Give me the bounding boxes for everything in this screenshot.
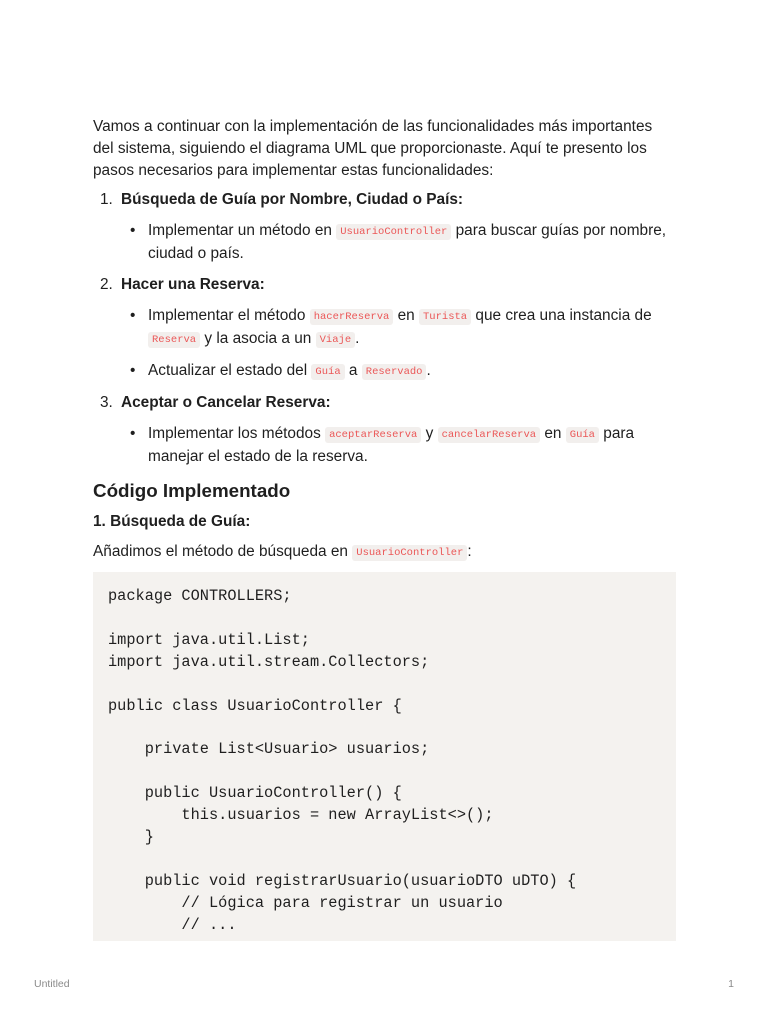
inline-code: cancelarReserva: [438, 427, 541, 443]
step-number: 3.: [100, 394, 113, 411]
bullet-list: [121, 220, 676, 265]
step-title: Búsqueda de Guía por Nombre, Ciudad o País:: [121, 191, 464, 208]
text: Actualizar el estado del: [148, 362, 308, 379]
inline-code: Guía: [311, 364, 344, 380]
inline-code: Guía: [566, 427, 599, 443]
intro-paragraph: Vamos a continuar con la implementación de las funcionalidades más importantes del sistema, siguiendo el diagrama UML que proporcionaste. Aquí te presento los pasos necesarios para implementar estas funcionalidades:: [93, 118, 653, 179]
list-item: [93, 274, 676, 383]
text: Implementar los métodos: [148, 425, 321, 442]
text: en: [544, 425, 562, 442]
list-item: [93, 392, 676, 468]
text: Implementar el método: [148, 307, 306, 324]
text: :: [467, 543, 472, 560]
footer-title: Untitled: [34, 978, 70, 990]
steps-list: [93, 189, 676, 468]
inline-code: Reservado: [362, 364, 427, 380]
inline-code: Viaje: [316, 332, 356, 348]
inline-code: aceptarReserva: [325, 427, 421, 443]
bullet-item: [121, 305, 676, 351]
text: Implementar un método en: [148, 222, 332, 239]
document-body: [93, 116, 676, 941]
step-title: Aceptar o Cancelar Reserva:: [121, 394, 331, 411]
paragraph: [93, 541, 676, 564]
text: Añadimos el método de búsqueda en: [93, 543, 348, 560]
text: que crea una instancia de: [475, 307, 652, 324]
step-number: 1.: [100, 191, 113, 208]
list-item: [93, 189, 676, 265]
text: para manejar el estado de la reserva.: [148, 425, 635, 465]
inline-code: Turista: [419, 309, 471, 325]
text: y la asocia a un: [204, 330, 312, 347]
step-number: 2.: [100, 276, 113, 293]
text: y: [425, 425, 434, 442]
text: en: [397, 307, 415, 324]
text: a: [348, 362, 358, 379]
text: .: [426, 362, 431, 379]
inline-code: UsuarioController: [352, 545, 467, 561]
step-title: Hacer una Reserva:: [121, 276, 265, 293]
text: .: [355, 330, 360, 347]
text: para buscar guías por nombre, ciudad o país.: [148, 222, 667, 262]
inline-code: Reserva: [148, 332, 200, 348]
bullet-item: [121, 423, 676, 468]
inline-code: UsuarioController: [336, 224, 451, 240]
subsection-heading: 1. Búsqueda de Guía:: [93, 513, 251, 530]
inline-code: hacerReserva: [310, 309, 394, 325]
section-heading: Código Implementado: [93, 480, 291, 501]
page-number: 1: [728, 978, 734, 990]
bullet-list: [121, 305, 676, 383]
bullet-item: [121, 360, 676, 383]
code-block: [93, 572, 676, 941]
bullet-item: [121, 220, 676, 265]
bullet-list: [121, 423, 676, 468]
code-text: package CONTROLLERS; import java.util.List; import java.util.stream.Collectors; public class UsuarioController { private List<Usuario> usuarios; public UsuarioController() { this.usuarios = new ArrayList<>(); } public void registrarUsuario(usuarioDTO uDTO) { // Lógica para registrar un usuario // ...: [108, 587, 577, 934]
